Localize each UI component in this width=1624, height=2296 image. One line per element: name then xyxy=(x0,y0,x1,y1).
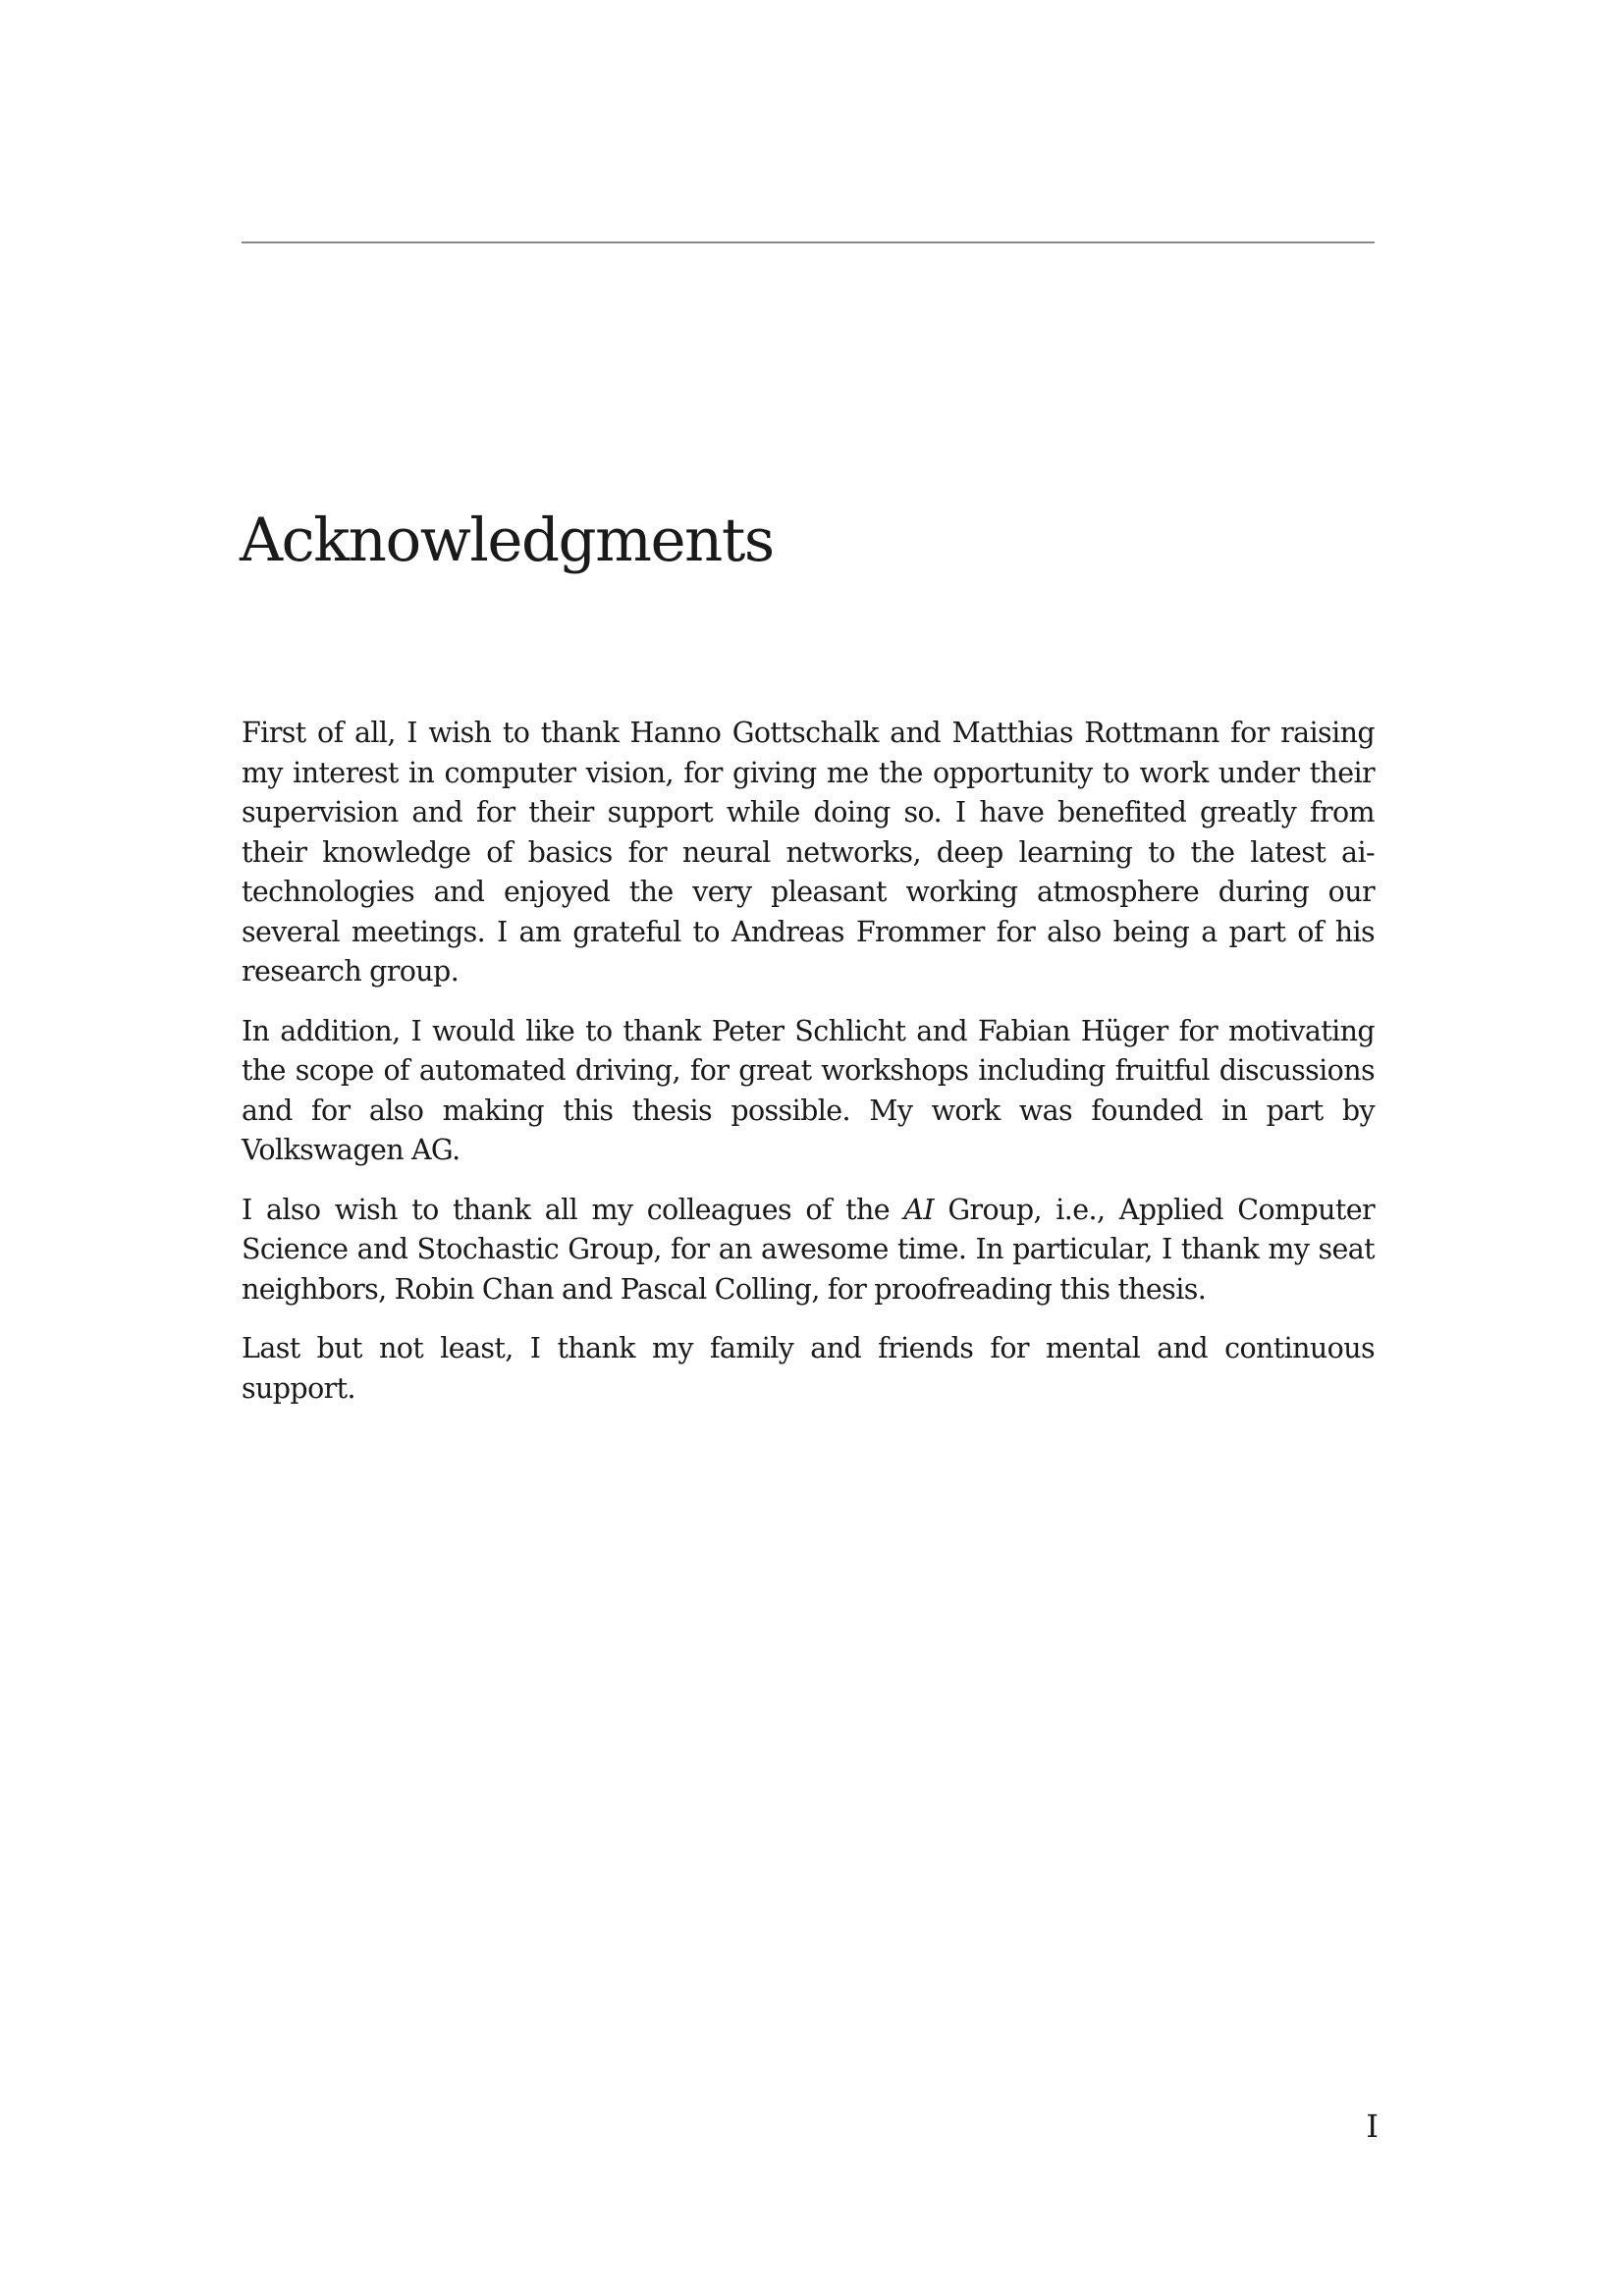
paragraph-colleagues-text-start: I also wish to thank all my colleagues of the xyxy=(242,1193,904,1226)
chapter-title: Acknowledgments xyxy=(240,506,774,575)
group-name-emphasis: AI xyxy=(903,1193,934,1226)
paragraph-family: Last but not least, I thank my family and friends for mental and continuous support. xyxy=(242,1332,1375,1405)
page-number: I xyxy=(1366,2108,1379,2145)
header-rule xyxy=(242,241,1375,243)
paragraph-industry-partners: In addition, I would like to thank Peter Schlicht and Fabian Hüger for motivating the scope of automated driving, for great workshops including fruitful discussions and for also making this thesis possible. My work was founded in part by Volkswagen AG. xyxy=(242,1014,1375,1166)
paragraph-colleagues xyxy=(242,1191,1375,1310)
acknowledgments-body xyxy=(242,714,1375,1428)
paragraph-colleagues-text-end: Group, i.e., Applied Computer Science and Stochastic Group, for an awesome time. In particular, I thank my seat neighbors, Robin Chan and Pascal Colling, for proofreading this thesis. xyxy=(242,1193,1376,1306)
paragraph-supervisors: First of all, I wish to thank Hanno Gottschalk and Matthias Rottmann for raising my interest in computer vision, for giving me the opportunity to work under their supervision and for their support while doing so. I have benefited greatly from their knowledge of basics for neural networks, deep learning to the latest ai-technologies and enjoyed the very pleasant working atmosphere during our several meetings. I am grateful to Andreas Frommer for also being a part of his research group. xyxy=(242,717,1375,988)
